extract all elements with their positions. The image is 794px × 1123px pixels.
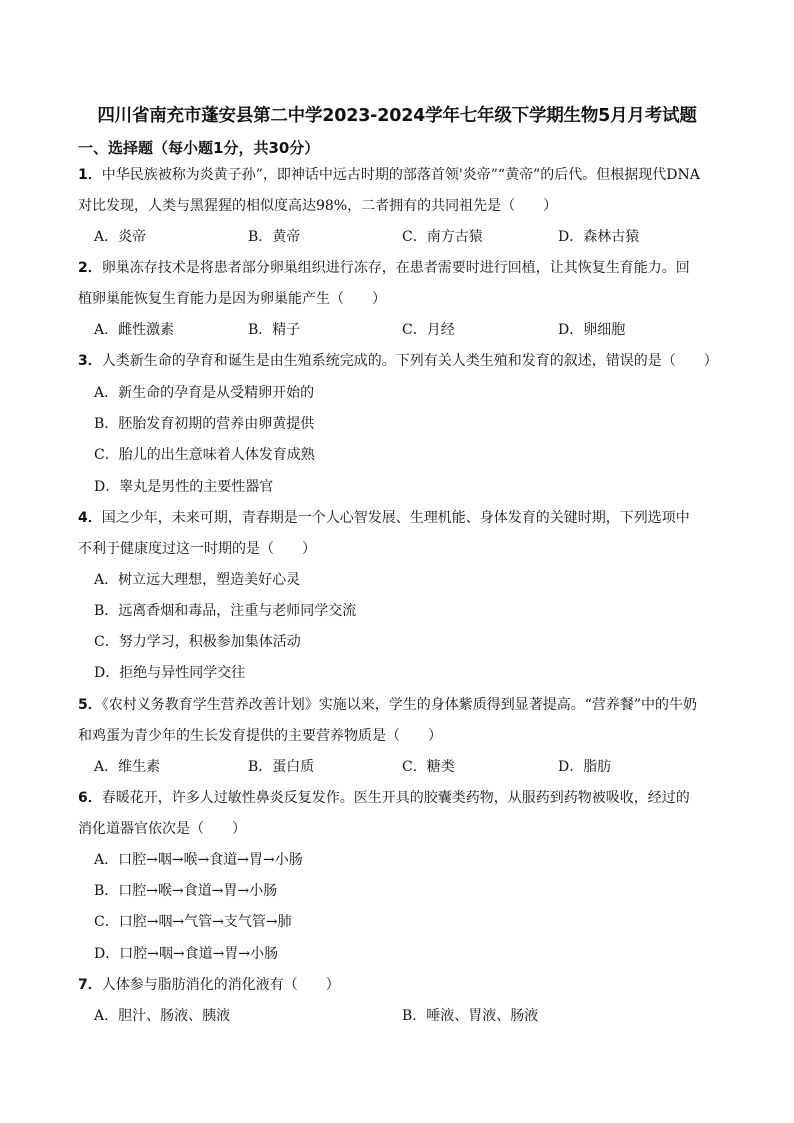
question-7-option-b: B．唾液、胃液、肠液 (402, 1008, 539, 1024)
section-heading: 一、选择题（每小题1分，共30分） (78, 139, 320, 157)
question-7-line-1: 7．人体参与脂肪消化的消化液有（ ） (78, 977, 340, 993)
question-6-option-a: A．口腔→咽→喉→食道→胃→小肠 (94, 852, 303, 868)
question-1-option-c: C．南方古猿 (402, 229, 483, 245)
question-6-line-2: 消化道器官依次是（ ） (78, 821, 246, 837)
question-3-option-a: A．新生命的孕育是从受精卵开始的 (94, 385, 315, 401)
question-3-line-1: 3．人类新生命的孕育和诞生是由生殖系统完成的。下列有关人类生殖和发育的叙述，错误的是（ ） (78, 353, 718, 369)
question-2-option-a: A．雌性激素 (94, 322, 175, 338)
question-4-option-a: A．树立远大理想，塑造美好心灵 (94, 572, 301, 588)
question-1-line-1: 1．中华民族被称为炎黄子孙”，即神话中远古时期的部落首领'炎帝”“黄帝”的后代。但根据现代DNA (78, 167, 700, 183)
question-3-option-b: B．胚胎发育初期的营养由卵黄提供 (94, 416, 315, 432)
question-7-option-a: A．胆汁、肠液、胰液 (94, 1008, 231, 1024)
question-5-option-c: C．糖类 (402, 759, 455, 775)
question-6-line-1: 6．春暖花开，许多人过敏性鼻炎反复发作。医生开具的胶囊类药物，从服药到药物被吸收，经过的 (78, 790, 690, 806)
question-2-line-2: 植卵巢能恢复生育能力是因为卵巢能产生（ ） (78, 291, 386, 307)
document-title: 四川省南充市蓬安县第二中学2023-2024学年七年级下学期生物5月月考试题 (97, 106, 697, 126)
question-4-option-d: D．拒绝与异性同学交往 (94, 665, 246, 681)
question-2-option-c: C．月经 (402, 322, 455, 338)
question-5-line-2: 和鸡蛋为青少年的生长发育提供的主要营养物质是（ ） (78, 728, 442, 744)
question-5-option-a: A．维生素 (94, 759, 161, 775)
question-4-line-1: 4．国之少年，未来可期，青春期是一个人心智发展、生理机能、身体发育的关键时期，下列选项中 (78, 510, 690, 526)
question-5-line-1: 5．《农村义务教育学生营养改善计划》实施以来，学生的身体紫质得到显著提高。“营养餐”中的牛奶 (78, 697, 698, 713)
question-6-option-d: D．口腔→咽→食道→胃→小肠 (94, 946, 279, 962)
question-5-option-b: B．蛋白质 (248, 759, 315, 775)
question-2-option-d: D．卵细胞 (558, 322, 626, 338)
question-3-option-d: D．睾丸是男性的主要性器官 (94, 479, 274, 495)
question-6-option-c: C．口腔→咽→气管→支气管→肺 (94, 914, 292, 930)
question-1-option-b: B．黄帝 (248, 229, 301, 245)
question-1-option-a: A．炎帝 (94, 229, 147, 245)
question-1-option-d: D．森林古猿 (558, 229, 640, 245)
question-4-option-b: B．远离香烟和毒品，注重与老师同学交流 (94, 603, 357, 619)
question-3-option-c: C．胎儿的出生意味着人体发育成熟 (94, 447, 315, 463)
question-6-option-b: B．口腔→喉→食道→胃→小肠 (94, 883, 278, 899)
question-4-option-c: C．努力学习，积极参加集体活动 (94, 634, 301, 650)
question-2-line-1: 2．卵巢冻存技术是将患者部分卵巢组织进行冻存，在患者需要时进行回植，让其恢复生育能力。回 (78, 260, 690, 276)
question-4-line-2: 不利于健康度过这一时期的是（ ） (78, 541, 316, 557)
question-5-option-d: D．脂肪 (558, 759, 612, 775)
question-2-option-b: B．精子 (248, 322, 301, 338)
question-1-line-2: 对比发现，人类与黑猩猩的相似度高达98%，二者拥有的共同祖先是（ ） (78, 198, 558, 214)
